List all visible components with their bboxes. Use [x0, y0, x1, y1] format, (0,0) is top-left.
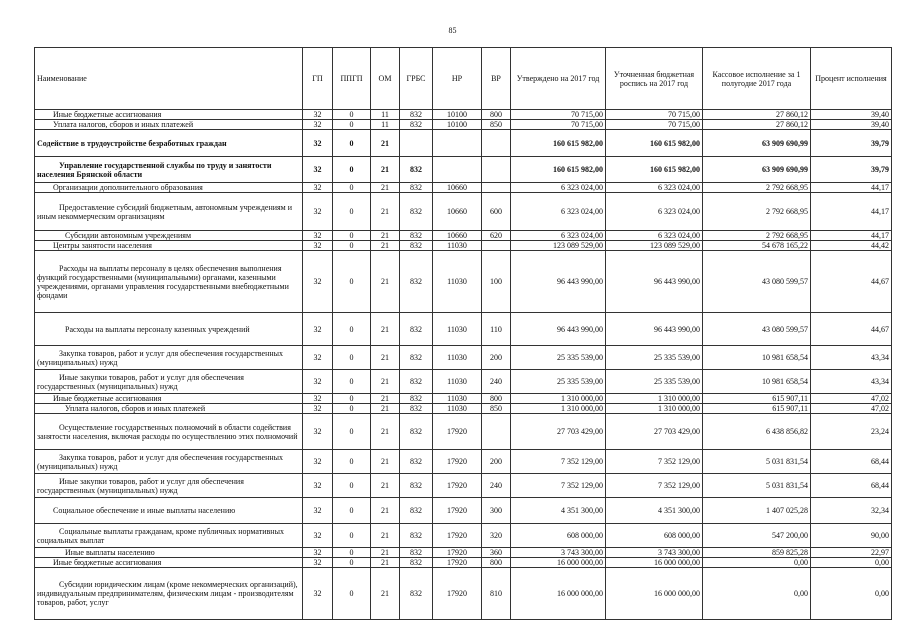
row-gp: 32 [303, 404, 333, 414]
row-percent: 44,17 [811, 193, 892, 231]
row-approved: 4 351 300,00 [511, 498, 606, 524]
row-ppgp: 0 [333, 130, 371, 157]
table-row [35, 193, 892, 231]
header-vr: ВР [482, 48, 511, 110]
row-refined: 6 323 024,00 [606, 193, 703, 231]
row-gp: 32 [303, 548, 333, 558]
row-np: 11030 [433, 404, 482, 414]
row-vr [482, 157, 511, 183]
row-ppgp: 0 [333, 120, 371, 130]
row-execution: 27 860,12 [703, 110, 811, 120]
row-om: 21 [371, 558, 400, 568]
row-vr: 240 [482, 474, 511, 498]
row-approved: 70 715,00 [511, 120, 606, 130]
row-name: Предоставление субсидий бюджетным, автономным учреждениям и иным некоммерческим организациям [35, 193, 303, 231]
row-name: Иные закупки товаров, работ и услуг для обеспечения государственных (муниципальных) нужд [35, 474, 303, 498]
row-ppgp: 0 [333, 231, 371, 241]
row-ppgp: 0 [333, 394, 371, 404]
row-approved: 123 089 529,00 [511, 241, 606, 251]
row-refined: 1 310 000,00 [606, 404, 703, 414]
row-refined: 160 615 982,00 [606, 130, 703, 157]
row-ppgp: 0 [333, 404, 371, 414]
row-om: 21 [371, 157, 400, 183]
row-execution: 5 031 831,54 [703, 474, 811, 498]
row-np: 11030 [433, 313, 482, 346]
row-om: 21 [371, 231, 400, 241]
row-refined: 160 615 982,00 [606, 157, 703, 183]
header-om: ОМ [371, 48, 400, 110]
row-percent: 68,44 [811, 474, 892, 498]
table-row [35, 183, 892, 193]
row-execution: 54 678 165,22 [703, 241, 811, 251]
row-name: Расходы на выплаты персоналу в целях обеспечения выполнения функций государственными (муниципальными) органами, казенными учреждениями, органами управления государственными внебюджетными фондами [35, 251, 303, 313]
row-om: 21 [371, 548, 400, 558]
row-grbs: 832 [400, 231, 433, 241]
table-row [35, 404, 892, 414]
row-name: Содействие в трудоустройстве безработных граждан [35, 130, 303, 157]
row-vr [482, 241, 511, 251]
row-om: 21 [371, 568, 400, 620]
row-execution: 0,00 [703, 568, 811, 620]
row-om: 21 [371, 183, 400, 193]
row-refined: 96 443 990,00 [606, 251, 703, 313]
row-percent: 32,34 [811, 498, 892, 524]
row-percent: 47,02 [811, 404, 892, 414]
row-om: 21 [371, 346, 400, 370]
row-percent: 22,97 [811, 548, 892, 558]
row-grbs: 832 [400, 568, 433, 620]
row-vr: 850 [482, 404, 511, 414]
row-percent: 44,67 [811, 313, 892, 346]
row-grbs: 832 [400, 450, 433, 474]
row-gp: 32 [303, 498, 333, 524]
row-execution: 6 438 856,82 [703, 414, 811, 450]
row-ppgp: 0 [333, 241, 371, 251]
row-percent: 39,40 [811, 110, 892, 120]
row-grbs: 832 [400, 193, 433, 231]
row-execution: 10 981 658,54 [703, 346, 811, 370]
row-execution: 615 907,11 [703, 404, 811, 414]
row-name: Иные выплаты населению [35, 548, 303, 558]
row-execution: 5 031 831,54 [703, 450, 811, 474]
row-execution: 2 792 668,95 [703, 183, 811, 193]
row-grbs: 832 [400, 313, 433, 346]
row-approved: 6 323 024,00 [511, 231, 606, 241]
row-approved: 1 310 000,00 [511, 404, 606, 414]
row-ppgp: 0 [333, 110, 371, 120]
row-execution: 27 860,12 [703, 120, 811, 130]
table-row [35, 346, 892, 370]
header-name: Наименование [35, 48, 303, 110]
row-approved: 1 310 000,00 [511, 394, 606, 404]
row-np: 11030 [433, 346, 482, 370]
row-refined: 16 000 000,00 [606, 558, 703, 568]
row-vr: 800 [482, 558, 511, 568]
row-np [433, 157, 482, 183]
row-np: 11030 [433, 370, 482, 394]
row-refined: 70 715,00 [606, 120, 703, 130]
row-ppgp: 0 [333, 450, 371, 474]
row-refined: 3 743 300,00 [606, 548, 703, 558]
row-gp: 32 [303, 120, 333, 130]
row-refined: 25 335 539,00 [606, 370, 703, 394]
header-np: НР [433, 48, 482, 110]
row-approved: 7 352 129,00 [511, 474, 606, 498]
page-number: 85 [448, 26, 457, 35]
row-percent: 47,02 [811, 394, 892, 404]
header-row [35, 48, 892, 110]
header-refined: Уточненная бюджетная роспись на 2017 год [606, 48, 703, 110]
row-execution: 2 792 668,95 [703, 231, 811, 241]
row-vr: 620 [482, 231, 511, 241]
header-grbs: ГРБС [400, 48, 433, 110]
row-np: 17920 [433, 548, 482, 558]
row-execution: 2 792 668,95 [703, 193, 811, 231]
row-gp: 32 [303, 193, 333, 231]
row-vr: 600 [482, 193, 511, 231]
row-np: 17920 [433, 450, 482, 474]
row-np: 10660 [433, 193, 482, 231]
row-om: 21 [371, 313, 400, 346]
row-om: 11 [371, 120, 400, 130]
table-row [35, 110, 892, 120]
row-vr: 300 [482, 498, 511, 524]
row-percent: 43,34 [811, 370, 892, 394]
row-om: 21 [371, 498, 400, 524]
table-row [35, 231, 892, 241]
row-ppgp: 0 [333, 370, 371, 394]
row-refined: 25 335 539,00 [606, 346, 703, 370]
row-gp: 32 [303, 558, 333, 568]
row-name: Управление государственной службы по труду и занятости населения Брянской области [35, 157, 303, 183]
row-approved: 16 000 000,00 [511, 568, 606, 620]
row-np: 10100 [433, 120, 482, 130]
row-name: Осуществление государственных полномочий в области содействия занятости населения, включая расходы по осуществлению этих полномочий [35, 414, 303, 450]
row-refined: 27 703 429,00 [606, 414, 703, 450]
row-np: 17920 [433, 414, 482, 450]
row-om: 21 [371, 193, 400, 231]
row-percent: 0,00 [811, 568, 892, 620]
row-approved: 608 000,00 [511, 524, 606, 548]
table-row [35, 450, 892, 474]
row-percent: 44,42 [811, 241, 892, 251]
row-percent: 68,44 [811, 450, 892, 474]
row-np: 17920 [433, 524, 482, 548]
row-gp: 32 [303, 130, 333, 157]
row-approved: 3 743 300,00 [511, 548, 606, 558]
row-execution: 0,00 [703, 558, 811, 568]
row-execution: 547 200,00 [703, 524, 811, 548]
row-ppgp: 0 [333, 524, 371, 548]
row-execution: 63 909 690,99 [703, 130, 811, 157]
row-name: Социальное обеспечение и иные выплаты населению [35, 498, 303, 524]
row-refined: 7 352 129,00 [606, 450, 703, 474]
row-name: Центры занятости населения [35, 241, 303, 251]
row-grbs: 832 [400, 183, 433, 193]
row-name: Субсидии автономным учреждениям [35, 231, 303, 241]
row-refined: 6 323 024,00 [606, 183, 703, 193]
row-gp: 32 [303, 313, 333, 346]
row-ppgp: 0 [333, 548, 371, 558]
row-approved: 160 615 982,00 [511, 130, 606, 157]
row-name: Закупка товаров, работ и услуг для обеспечения государственных (муниципальных) нужд [35, 450, 303, 474]
row-approved: 96 443 990,00 [511, 313, 606, 346]
row-percent: 0,00 [811, 558, 892, 568]
table-row [35, 474, 892, 498]
row-name: Иные бюджетные ассигнования [35, 394, 303, 404]
row-gp: 32 [303, 394, 333, 404]
header-execution: Кассовое исполнение за 1 полугодие 2017 года [703, 48, 811, 110]
row-refined: 16 000 000,00 [606, 568, 703, 620]
row-execution: 43 080 599,57 [703, 313, 811, 346]
table-row [35, 241, 892, 251]
header-ppgp: ППГП [333, 48, 371, 110]
row-grbs: 832 [400, 157, 433, 183]
row-np: 11030 [433, 241, 482, 251]
row-gp: 32 [303, 241, 333, 251]
row-vr: 240 [482, 370, 511, 394]
row-percent: 90,00 [811, 524, 892, 548]
row-percent: 23,24 [811, 414, 892, 450]
row-vr: 810 [482, 568, 511, 620]
row-gp: 32 [303, 414, 333, 450]
table-row [35, 548, 892, 558]
row-name: Иные бюджетные ассигнования [35, 558, 303, 568]
row-grbs: 832 [400, 346, 433, 370]
row-approved: 16 000 000,00 [511, 558, 606, 568]
row-percent: 44,17 [811, 183, 892, 193]
row-ppgp: 0 [333, 568, 371, 620]
row-approved: 27 703 429,00 [511, 414, 606, 450]
table-row [35, 558, 892, 568]
row-gp: 32 [303, 524, 333, 548]
table-row [35, 157, 892, 183]
row-execution: 43 080 599,57 [703, 251, 811, 313]
row-gp: 32 [303, 231, 333, 241]
row-percent: 44,67 [811, 251, 892, 313]
row-ppgp: 0 [333, 183, 371, 193]
row-percent: 39,79 [811, 157, 892, 183]
row-grbs: 832 [400, 251, 433, 313]
row-om: 21 [371, 524, 400, 548]
row-vr [482, 130, 511, 157]
row-vr: 200 [482, 346, 511, 370]
row-vr: 800 [482, 110, 511, 120]
row-om: 21 [371, 251, 400, 313]
row-vr: 200 [482, 450, 511, 474]
table-row [35, 370, 892, 394]
row-refined: 70 715,00 [606, 110, 703, 120]
row-om: 21 [371, 370, 400, 394]
row-grbs: 832 [400, 370, 433, 394]
row-refined: 608 000,00 [606, 524, 703, 548]
row-name: Расходы на выплаты персоналу казенных учреждений [35, 313, 303, 346]
row-om: 21 [371, 404, 400, 414]
row-np: 10660 [433, 231, 482, 241]
row-om: 21 [371, 130, 400, 157]
row-grbs: 832 [400, 474, 433, 498]
table-row [35, 414, 892, 450]
row-vr: 850 [482, 120, 511, 130]
row-grbs: 832 [400, 394, 433, 404]
row-vr [482, 414, 511, 450]
table-row [35, 498, 892, 524]
row-grbs: 832 [400, 404, 433, 414]
row-gp: 32 [303, 370, 333, 394]
row-ppgp: 0 [333, 414, 371, 450]
row-vr: 360 [482, 548, 511, 558]
row-ppgp: 0 [333, 251, 371, 313]
row-approved: 6 323 024,00 [511, 183, 606, 193]
row-refined: 6 323 024,00 [606, 231, 703, 241]
header-percent: Процент исполнения [811, 48, 892, 110]
row-approved: 160 615 982,00 [511, 157, 606, 183]
row-percent: 39,40 [811, 120, 892, 130]
row-grbs: 832 [400, 110, 433, 120]
row-gp: 32 [303, 251, 333, 313]
row-np: 11030 [433, 394, 482, 404]
row-gp: 32 [303, 474, 333, 498]
row-execution: 859 825,28 [703, 548, 811, 558]
row-refined: 1 310 000,00 [606, 394, 703, 404]
row-om: 21 [371, 241, 400, 251]
row-grbs: 832 [400, 558, 433, 568]
row-grbs: 832 [400, 120, 433, 130]
row-name: Иные бюджетные ассигнования [35, 110, 303, 120]
row-approved: 6 323 024,00 [511, 193, 606, 231]
row-name: Социальные выплаты гражданам, кроме публичных нормативных социальных выплат [35, 524, 303, 548]
row-execution: 1 407 025,28 [703, 498, 811, 524]
table-row [35, 394, 892, 404]
row-grbs [400, 130, 433, 157]
row-gp: 32 [303, 157, 333, 183]
row-grbs: 832 [400, 498, 433, 524]
row-refined: 96 443 990,00 [606, 313, 703, 346]
row-np: 10660 [433, 183, 482, 193]
row-grbs: 832 [400, 524, 433, 548]
row-approved: 25 335 539,00 [511, 370, 606, 394]
row-om: 21 [371, 450, 400, 474]
row-refined: 4 351 300,00 [606, 498, 703, 524]
row-refined: 7 352 129,00 [606, 474, 703, 498]
row-np: 17920 [433, 498, 482, 524]
row-ppgp: 0 [333, 474, 371, 498]
row-grbs: 832 [400, 414, 433, 450]
row-name: Организации дополнительного образования [35, 183, 303, 193]
row-grbs: 832 [400, 548, 433, 558]
table-row [35, 130, 892, 157]
header-gp: ГП [303, 48, 333, 110]
row-np [433, 130, 482, 157]
table-row [35, 313, 892, 346]
row-approved: 70 715,00 [511, 110, 606, 120]
row-execution: 63 909 690,99 [703, 157, 811, 183]
row-om: 21 [371, 394, 400, 404]
row-ppgp: 0 [333, 193, 371, 231]
row-vr: 800 [482, 394, 511, 404]
row-percent: 39,79 [811, 130, 892, 157]
row-np: 11030 [433, 251, 482, 313]
table-row [35, 568, 892, 620]
row-om: 21 [371, 474, 400, 498]
row-np: 10100 [433, 110, 482, 120]
row-percent: 44,17 [811, 231, 892, 241]
row-execution: 10 981 658,54 [703, 370, 811, 394]
row-approved: 25 335 539,00 [511, 346, 606, 370]
row-np: 17920 [433, 558, 482, 568]
row-name: Субсидии юридическим лицам (кроме некоммерческих организаций), индивидуальным предпринимателям, физическим лицам - производителям товаров, работ, услуг [35, 568, 303, 620]
row-name: Закупка товаров, работ и услуг для обеспечения государственных (муниципальных) нужд [35, 346, 303, 370]
row-gp: 32 [303, 346, 333, 370]
budget-execution-table [34, 47, 892, 620]
row-ppgp: 0 [333, 498, 371, 524]
row-np: 17920 [433, 568, 482, 620]
row-vr: 110 [482, 313, 511, 346]
row-ppgp: 0 [333, 558, 371, 568]
row-refined: 123 089 529,00 [606, 241, 703, 251]
header-approved: Утверждено на 2017 год [511, 48, 606, 110]
table-row [35, 251, 892, 313]
row-gp: 32 [303, 450, 333, 474]
row-name: Иные закупки товаров, работ и услуг для обеспечения государственных (муниципальных) нужд [35, 370, 303, 394]
row-name: Уплата налогов, сборов и иных платежей [35, 404, 303, 414]
row-ppgp: 0 [333, 157, 371, 183]
table-row [35, 120, 892, 130]
row-grbs: 832 [400, 241, 433, 251]
row-gp: 32 [303, 183, 333, 193]
row-approved: 96 443 990,00 [511, 251, 606, 313]
row-vr: 100 [482, 251, 511, 313]
row-gp: 32 [303, 568, 333, 620]
row-np: 17920 [433, 474, 482, 498]
row-vr [482, 183, 511, 193]
row-approved: 7 352 129,00 [511, 450, 606, 474]
row-vr: 320 [482, 524, 511, 548]
row-execution: 615 907,11 [703, 394, 811, 404]
row-om: 11 [371, 110, 400, 120]
row-ppgp: 0 [333, 313, 371, 346]
table-row [35, 524, 892, 548]
row-gp: 32 [303, 110, 333, 120]
row-ppgp: 0 [333, 346, 371, 370]
row-om: 21 [371, 414, 400, 450]
row-name: Уплата налогов, сборов и иных платежей [35, 120, 303, 130]
row-percent: 43,34 [811, 346, 892, 370]
